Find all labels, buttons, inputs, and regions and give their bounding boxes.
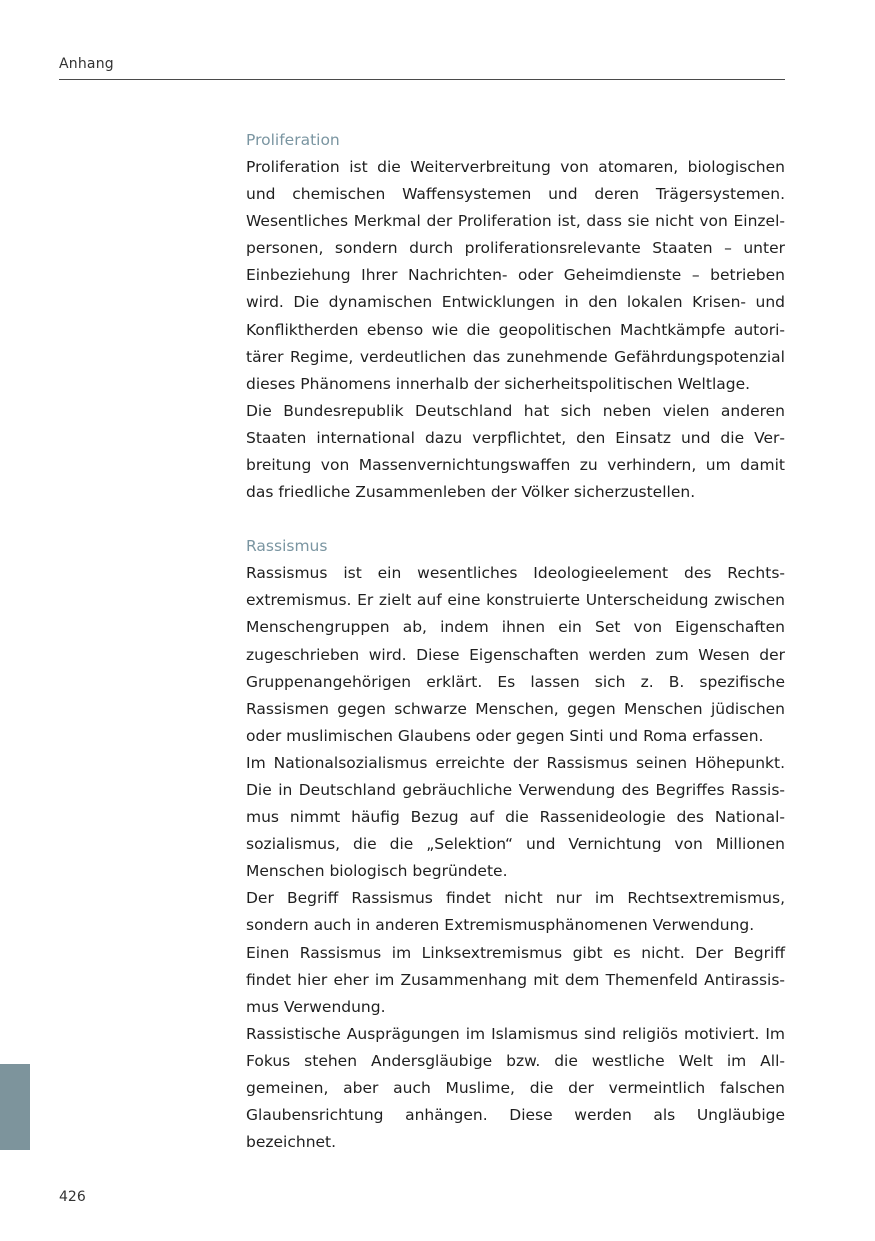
section-title-proliferation: Proliferation (246, 131, 340, 149)
section-title-rassismus: Rassismus (246, 537, 328, 556)
chapter-side-tab (0, 1064, 30, 1150)
paragraph: Rassismus ist ein wesentliches Ideologieelement des Rechtsextremismus. Er zielt auf eine konstruierte Unterscheidung zwischen Menschengruppen ab, indem ihnen ein Set von Eigenschaften zugeschrieben wird. Diese Eigenschaften werden zum Wesen der Gruppenangehörigen erklärt. Es lassen sich z. B. spezifische Rassismen gegen schwarze Menschen, gegen Menschen jüdischen oder muslimischen Glaubens oder gegen Sinti und Roma erfassen. (246, 564, 785, 745)
section-proliferation (246, 127, 785, 506)
paragraph: Einen Rassismus im Linksextremismus gibt es nicht. Der Begriff findet hier eher im Zusammenhang mit dem Themenfeld Antirassismus Verwendung. (246, 943, 785, 1016)
main-content (246, 127, 785, 1156)
running-title: Anhang (59, 56, 114, 72)
paragraph: Im Nationalsozialismus erreichte der Rassismus seinen Höhepunkt. Die in Deutschland gebräuchliche Verwendung des Begriffes Rassismus nimmt häufig Bezug auf die Rassenideologie des Nationalsozialismus, die die „Selektion“ und Vernichtung von Millionen Menschen biologisch begründete. (246, 753, 785, 881)
paragraph: Rassistische Ausprägungen im Islamismus sind religiös motiviert. Im Fokus stehen Andersgläubige bzw. die westliche Welt im Allgemeinen, aber auch Muslime, die der vermeintlich falschen Glaubensrichtung anhängen. Diese werden als Ungläubige bezeichnet. (246, 1024, 785, 1152)
header-divider (59, 79, 785, 80)
page-number: 426 (59, 1189, 86, 1205)
paragraph: Proliferation ist die Weiterverbreitung von atomaren, biologischen und chemischen Waffensystemen und deren Trägersystemen. Wesentliches Merkmal der Proliferation ist, dass sie nicht von Einzelpersonen, sondern durch proliferationsrelevante Staaten – unter Einbeziehung Ihrer Nachrichten- oder Geheimdienste – betrieben wird. Die dynamischen Entwicklungen in den lokalen Krisen- und Konfliktherden ebenso wie die geopolitischen Machtkämpfe autoritärer Regime, verdeutlichen das zunehmende Gefährdungspotenzial dieses Phänomens innerhalb der sicherheitspolitischen Weltlage. (246, 158, 785, 393)
paragraph: Die Bundesrepublik Deutschland hat sich neben vielen anderen Staaten international dazu verpflichtet, den Einsatz und die Verbreitung von Massenvernichtungswaffen zu verhindern, um damit das friedliche Zusammenleben der Völker sicherzustellen. (246, 401, 785, 502)
paragraph: Der Begriff Rassismus findet nicht nur im Rechtsextremismus, sondern auch in anderen Extremismusphänomenen Verwendung. (246, 889, 785, 935)
section-rassismus (246, 533, 785, 1156)
